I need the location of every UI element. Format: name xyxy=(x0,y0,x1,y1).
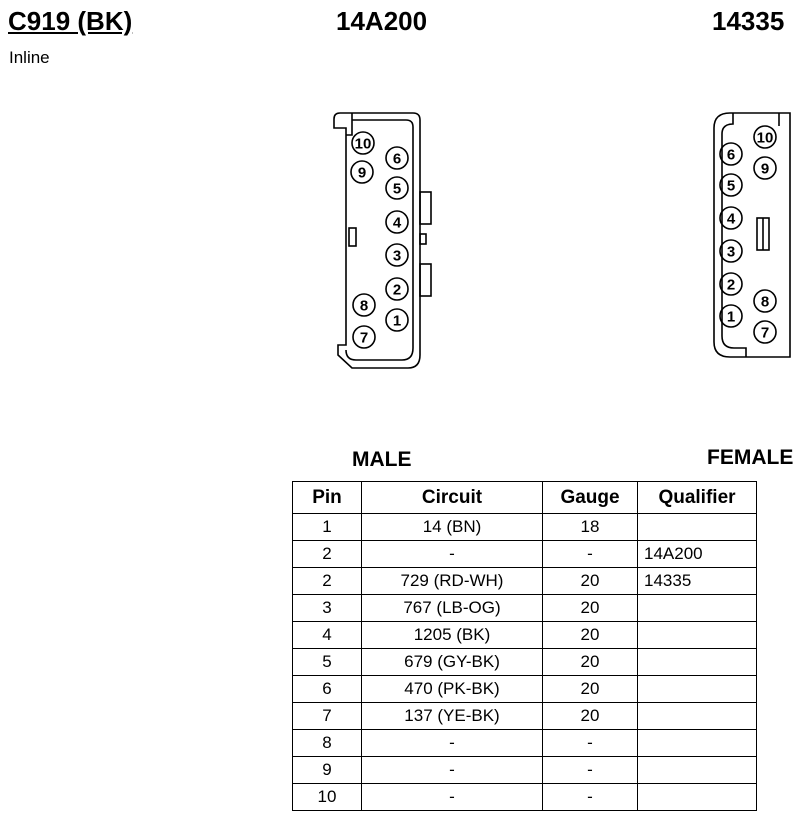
pin-table xyxy=(292,481,757,811)
qualifier-cell xyxy=(638,757,757,784)
male-pin-number: 6 xyxy=(392,150,402,168)
gauge-cell: - xyxy=(543,784,638,811)
female-pin xyxy=(720,273,742,295)
female-pin xyxy=(754,126,776,148)
pin-cell: 10 xyxy=(293,784,362,811)
male-pin xyxy=(353,294,375,316)
male-pin-number: 5 xyxy=(392,180,402,198)
male-pin xyxy=(386,244,408,266)
gauge-cell: - xyxy=(543,757,638,784)
table-row xyxy=(293,595,757,622)
qualifier-cell xyxy=(638,730,757,757)
female-pin-number: 3 xyxy=(726,243,736,261)
male-pin-number: 9 xyxy=(357,164,367,182)
pin-cell: 7 xyxy=(293,703,362,730)
female-pin xyxy=(720,174,742,196)
column-header-gauge: Gauge xyxy=(543,482,638,514)
table-row xyxy=(293,676,757,703)
column-header-pin: Pin xyxy=(293,482,362,514)
male-pin-number: 7 xyxy=(359,329,369,347)
female-pin-number: 2 xyxy=(726,276,736,294)
circuit-cell: 470 (PK-BK) xyxy=(362,676,543,703)
gauge-cell: 20 xyxy=(543,568,638,595)
pin-cell: 1 xyxy=(293,514,362,541)
female-pin xyxy=(720,207,742,229)
table-row xyxy=(293,649,757,676)
table-row xyxy=(293,730,757,757)
table-row xyxy=(293,703,757,730)
male-pin-number: 2 xyxy=(392,281,402,299)
circuit-cell: - xyxy=(362,757,543,784)
pin-cell: 6 xyxy=(293,676,362,703)
connector-id: C919 (BK) xyxy=(8,6,133,36)
pin-cell: 4 xyxy=(293,622,362,649)
circuit-cell: - xyxy=(362,541,543,568)
female-pin-number: 8 xyxy=(760,293,770,311)
table-row xyxy=(293,784,757,811)
female-part-number: 14335 xyxy=(712,6,785,36)
qualifier-cell xyxy=(638,514,757,541)
male-pin-number: 4 xyxy=(392,214,402,232)
female-label: FEMALE xyxy=(707,446,794,469)
table-row xyxy=(293,514,757,541)
qualifier-cell: 14A200 xyxy=(638,541,757,568)
male-label: MALE xyxy=(352,448,412,471)
male-pin-number: 10 xyxy=(354,135,372,153)
table-header-row xyxy=(293,482,757,514)
circuit-cell: - xyxy=(362,730,543,757)
female-pin-number: 10 xyxy=(756,129,774,147)
qualifier-cell xyxy=(638,649,757,676)
female-pin xyxy=(720,143,742,165)
gauge-cell: 20 xyxy=(543,676,638,703)
pin-cell: 5 xyxy=(293,649,362,676)
male-pin xyxy=(386,309,408,331)
pin-cell: 3 xyxy=(293,595,362,622)
male-pin xyxy=(351,161,373,183)
table-row xyxy=(293,622,757,649)
male-pin xyxy=(386,177,408,199)
gauge-cell: 20 xyxy=(543,703,638,730)
female-pin-number: 9 xyxy=(760,160,770,178)
female-pin xyxy=(754,157,776,179)
gauge-cell: 20 xyxy=(543,649,638,676)
column-header-circuit: Circuit xyxy=(362,482,543,514)
male-pin-number: 1 xyxy=(392,312,402,330)
pin-cell: 8 xyxy=(293,730,362,757)
male-pin xyxy=(386,147,408,169)
male-pin xyxy=(352,132,374,154)
column-header-qualifier: Qualifier xyxy=(638,482,757,514)
table-row xyxy=(293,541,757,568)
table-row xyxy=(293,568,757,595)
circuit-cell: 14 (BN) xyxy=(362,514,543,541)
qualifier-cell xyxy=(638,595,757,622)
female-pin xyxy=(720,305,742,327)
pin-cell: 9 xyxy=(293,757,362,784)
gauge-cell: - xyxy=(543,541,638,568)
female-pin-number: 1 xyxy=(726,308,736,326)
qualifier-cell xyxy=(638,784,757,811)
qualifier-cell: 14335 xyxy=(638,568,757,595)
female-connector xyxy=(714,113,790,357)
female-pin-number: 6 xyxy=(726,146,736,164)
qualifier-cell xyxy=(638,703,757,730)
female-pin-number: 4 xyxy=(726,210,736,228)
qualifier-cell xyxy=(638,622,757,649)
connector-type: Inline xyxy=(9,48,50,67)
pin-cell: 2 xyxy=(293,541,362,568)
male-connector xyxy=(334,113,431,368)
male-part-number: 14A200 xyxy=(336,6,428,36)
gauge-cell: 20 xyxy=(543,622,638,649)
table-row xyxy=(293,757,757,784)
gauge-cell: - xyxy=(543,730,638,757)
qualifier-cell xyxy=(638,676,757,703)
pin-cell: 2 xyxy=(293,568,362,595)
circuit-cell: 679 (GY-BK) xyxy=(362,649,543,676)
circuit-cell: 1205 (BK) xyxy=(362,622,543,649)
circuit-cell: - xyxy=(362,784,543,811)
female-pin xyxy=(754,321,776,343)
male-pin-number: 8 xyxy=(359,297,369,315)
female-pin-number: 5 xyxy=(726,177,736,195)
male-pin xyxy=(386,278,408,300)
male-pin xyxy=(386,211,408,233)
male-pin-number: 3 xyxy=(392,247,402,265)
male-pin xyxy=(353,326,375,348)
gauge-cell: 20 xyxy=(543,595,638,622)
circuit-cell: 729 (RD-WH) xyxy=(362,568,543,595)
gauge-cell: 18 xyxy=(543,514,638,541)
circuit-cell: 137 (YE-BK) xyxy=(362,703,543,730)
female-pin-number: 7 xyxy=(760,324,770,342)
female-pin xyxy=(720,240,742,262)
circuit-cell: 767 (LB-OG) xyxy=(362,595,543,622)
female-pin xyxy=(754,290,776,312)
